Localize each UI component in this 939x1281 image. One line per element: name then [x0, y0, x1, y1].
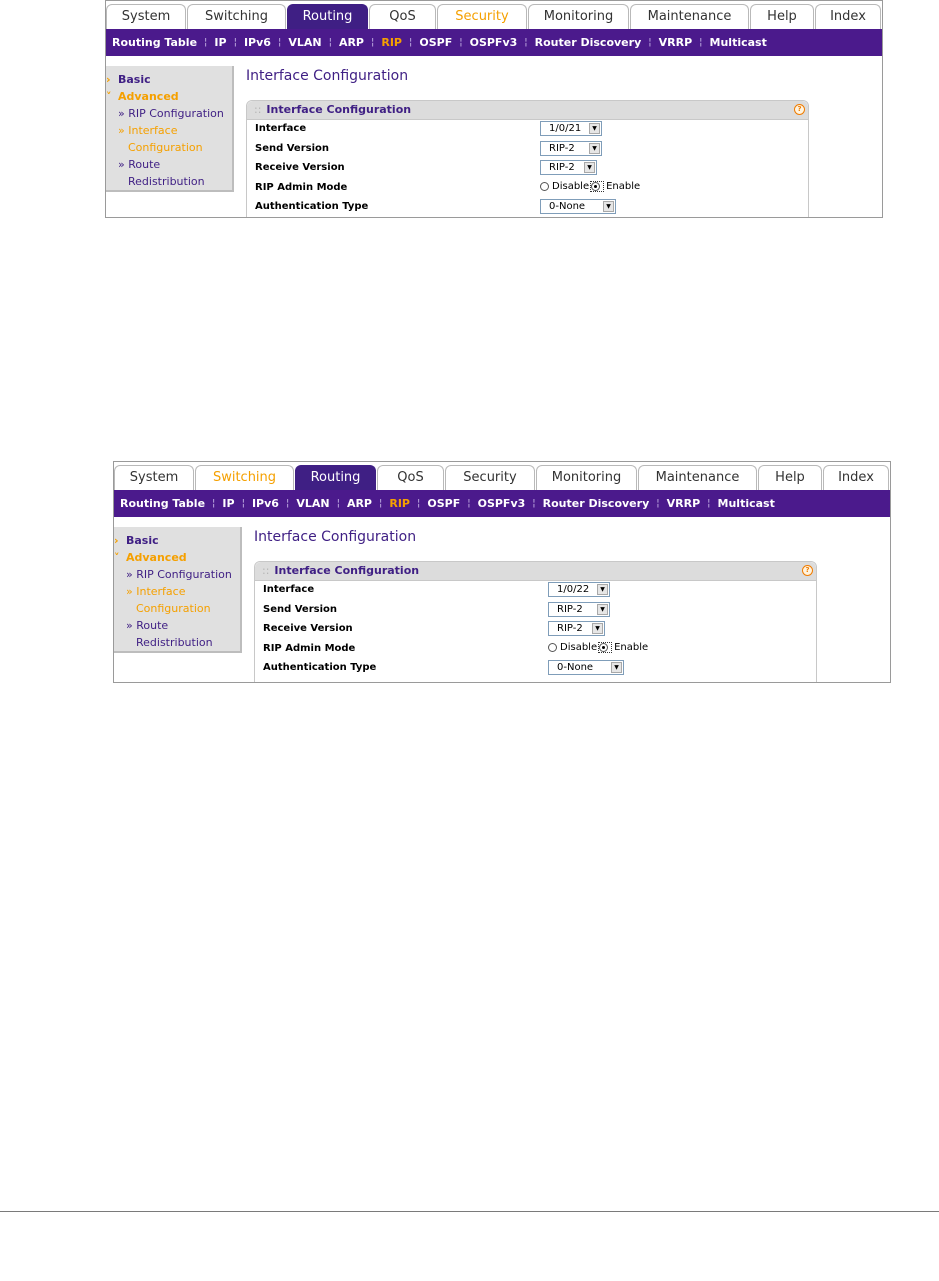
auth-type-select[interactable]: 0-None ▼ — [548, 660, 624, 675]
submenu-ospfv3[interactable]: OSPFv3 — [477, 497, 526, 510]
tab-routing[interactable]: Routing — [295, 465, 376, 491]
send-version-label: Send Version — [255, 142, 330, 154]
chevron-right-icon: › — [106, 73, 111, 86]
sidebar-item-advanced[interactable]: ˅ Advanced — [106, 90, 179, 103]
disable-label: Disable — [560, 641, 598, 653]
sidebar-item-route-cont[interactable]: Redistribution — [136, 636, 213, 649]
submenu-vrrp[interactable]: VRRP — [666, 497, 701, 510]
dropdown-arrow-icon: ▼ — [592, 623, 603, 634]
radio-disable[interactable] — [540, 182, 549, 191]
submenu-routing-table[interactable]: Routing Table — [112, 36, 198, 49]
chevron-down-icon: ˅ — [106, 90, 112, 103]
dropdown-arrow-icon: ▼ — [597, 604, 608, 615]
screenshot-2 — [113, 461, 891, 683]
tab-monitoring[interactable]: Monitoring — [528, 4, 629, 29]
submenu-vlan[interactable]: VLAN — [296, 497, 330, 510]
tab-maintenance[interactable]: Maintenance — [630, 4, 749, 29]
sidebar-item-basic[interactable]: › Basic — [106, 73, 151, 86]
panel-header — [247, 101, 808, 120]
grip-icon: :: — [262, 564, 270, 577]
submenu-arp[interactable]: ARP — [346, 497, 372, 510]
tab-index[interactable]: Index — [823, 465, 889, 490]
interface-label: Interface — [263, 584, 315, 595]
main-tab-bar — [114, 465, 890, 490]
submenu-rip[interactable]: RIP — [389, 497, 410, 510]
send-version-select[interactable]: RIP-2 ▼ — [540, 141, 602, 156]
send-version-select[interactable]: RIP-2 ▼ — [548, 602, 610, 617]
config-panel — [246, 100, 809, 218]
submenu-ospf[interactable]: OSPF — [419, 36, 453, 49]
receive-version-label: Receive Version — [263, 623, 353, 634]
submenu-vrrp[interactable]: VRRP — [658, 36, 693, 49]
row-interface — [255, 581, 816, 601]
tab-maintenance[interactable]: Maintenance — [638, 465, 757, 490]
auth-type-label: Authentication Type — [263, 662, 377, 673]
chevron-right-icon: › — [114, 534, 119, 547]
submenu-routing-table[interactable]: Routing Table — [120, 497, 206, 510]
tab-help[interactable]: Help — [750, 4, 814, 29]
row-admin-mode — [247, 179, 808, 199]
interface-label: Interface — [255, 123, 307, 134]
dropdown-arrow-icon: ▼ — [589, 123, 600, 134]
receive-version-select[interactable]: RIP-2 ▼ — [548, 621, 605, 636]
tab-switching[interactable]: Switching — [195, 465, 294, 490]
sidebar-item-route[interactable]: » Route — [126, 619, 169, 632]
tab-switching[interactable]: Switching — [187, 4, 286, 29]
routing-submenu: Routing Table ¦ IP ¦ IPv6 ¦ VLAN ¦ ARP ¦ RIP ¦ OSPF ¦ OSPFv3 ¦ Router Discovery ¦ VRRP ¦ Multicast — [106, 29, 882, 56]
panel-title: Interface Configuration — [266, 103, 412, 116]
row-admin-mode — [255, 640, 816, 660]
send-version-label: Send Version — [263, 603, 338, 615]
submenu-multicast[interactable]: Multicast — [709, 36, 767, 49]
dropdown-arrow-icon: ▼ — [589, 143, 600, 154]
tab-help[interactable]: Help — [758, 465, 822, 490]
page-title: Interface Configuration — [254, 529, 417, 545]
submenu-multicast[interactable]: Multicast — [717, 497, 775, 510]
row-receive-version — [255, 620, 816, 640]
sidebar-item-rip-configuration[interactable]: » RIP Configuration — [126, 568, 232, 581]
sidebar-item-interface[interactable]: » Interface — [118, 124, 178, 137]
radio-enable[interactable] — [591, 182, 600, 191]
sidebar — [114, 527, 242, 653]
routing-submenu: Routing Table ¦ IP ¦ IPv6 ¦ VLAN ¦ ARP ¦ RIP ¦ OSPF ¦ OSPFv3 ¦ Router Discovery ¦ VRRP ¦ Multicast — [114, 490, 890, 517]
help-icon[interactable]: ? — [794, 104, 805, 115]
tab-routing[interactable]: Routing — [287, 4, 368, 30]
panel-title: Interface Configuration — [274, 564, 420, 577]
sidebar-item-advanced[interactable]: ˅ Advanced — [114, 551, 187, 564]
dropdown-arrow-icon: ▼ — [603, 201, 614, 212]
screenshot-1 — [105, 0, 883, 218]
tab-index[interactable]: Index — [815, 4, 881, 29]
tab-system[interactable]: System — [114, 465, 194, 490]
submenu-arp[interactable]: ARP — [338, 36, 364, 49]
sidebar — [106, 66, 234, 192]
tab-monitoring[interactable]: Monitoring — [536, 465, 637, 490]
admin-mode-label: RIP Admin Mode — [255, 181, 348, 193]
submenu-vlan[interactable]: VLAN — [288, 36, 322, 49]
enable-label: Enable — [614, 641, 649, 653]
submenu-ospf[interactable]: OSPF — [427, 497, 461, 510]
page-title: Interface Configuration — [246, 68, 409, 84]
receive-version-label: Receive Version — [255, 162, 345, 173]
row-send-version — [255, 601, 816, 621]
disable-label: Disable — [552, 180, 590, 192]
dropdown-arrow-icon: ▼ — [584, 162, 595, 173]
submenu-router-discovery[interactable]: Router Discovery — [542, 497, 650, 510]
sidebar-item-interface-cont[interactable]: Configuration — [136, 602, 211, 615]
admin-mode-radios — [548, 642, 648, 653]
sidebar-item-route-cont[interactable]: Redistribution — [128, 175, 205, 188]
sidebar-item-route[interactable]: » Route — [118, 158, 161, 171]
row-send-version — [247, 140, 808, 160]
sidebar-item-rip-configuration[interactable]: » RIP Configuration — [118, 107, 224, 120]
submenu-ospfv3[interactable]: OSPFv3 — [469, 36, 518, 49]
submenu-router-discovery[interactable]: Router Discovery — [534, 36, 642, 49]
auth-type-select[interactable]: 0-None ▼ — [540, 199, 616, 214]
help-icon[interactable]: ? — [802, 565, 813, 576]
radio-enable[interactable] — [599, 643, 608, 652]
footer-divider — [0, 1211, 939, 1212]
admin-mode-radios — [540, 181, 640, 192]
row-receive-version — [247, 159, 808, 179]
sidebar-item-interface[interactable]: » Interface — [126, 585, 186, 598]
auth-type-label: Authentication Type — [255, 201, 369, 212]
tab-qos[interactable]: QoS — [377, 465, 444, 490]
submenu-ipv6[interactable]: IPv6 — [243, 36, 271, 49]
submenu-ip[interactable]: IP — [222, 497, 235, 510]
row-interface — [247, 120, 808, 140]
enable-label: Enable — [606, 180, 641, 192]
submenu-ip[interactable]: IP — [214, 36, 227, 49]
interface-select[interactable]: 1/0/22 ▼ — [548, 582, 610, 597]
tab-security[interactable]: Security — [445, 465, 535, 490]
tab-qos[interactable]: QoS — [369, 4, 436, 29]
panel-header — [255, 562, 816, 581]
grip-icon: :: — [254, 103, 262, 116]
sidebar-item-interface-cont[interactable]: Configuration — [128, 141, 203, 154]
dropdown-arrow-icon: ▼ — [597, 584, 608, 595]
dropdown-arrow-icon: ▼ — [611, 662, 622, 673]
chevron-down-icon: ˅ — [114, 551, 120, 564]
interface-select[interactable]: 1/0/21 ▼ — [540, 121, 602, 136]
config-panel — [254, 561, 817, 683]
tab-system[interactable]: System — [106, 4, 186, 29]
main-tab-bar — [106, 4, 882, 29]
row-auth-type — [247, 198, 808, 218]
row-auth-type — [255, 659, 816, 679]
tab-security[interactable]: Security — [437, 4, 527, 29]
submenu-rip[interactable]: RIP — [381, 36, 402, 49]
receive-version-select[interactable]: RIP-2 ▼ — [540, 160, 597, 175]
sidebar-item-basic[interactable]: › Basic — [114, 534, 159, 547]
submenu-ipv6[interactable]: IPv6 — [251, 497, 279, 510]
admin-mode-label: RIP Admin Mode — [263, 642, 356, 654]
radio-disable[interactable] — [548, 643, 557, 652]
